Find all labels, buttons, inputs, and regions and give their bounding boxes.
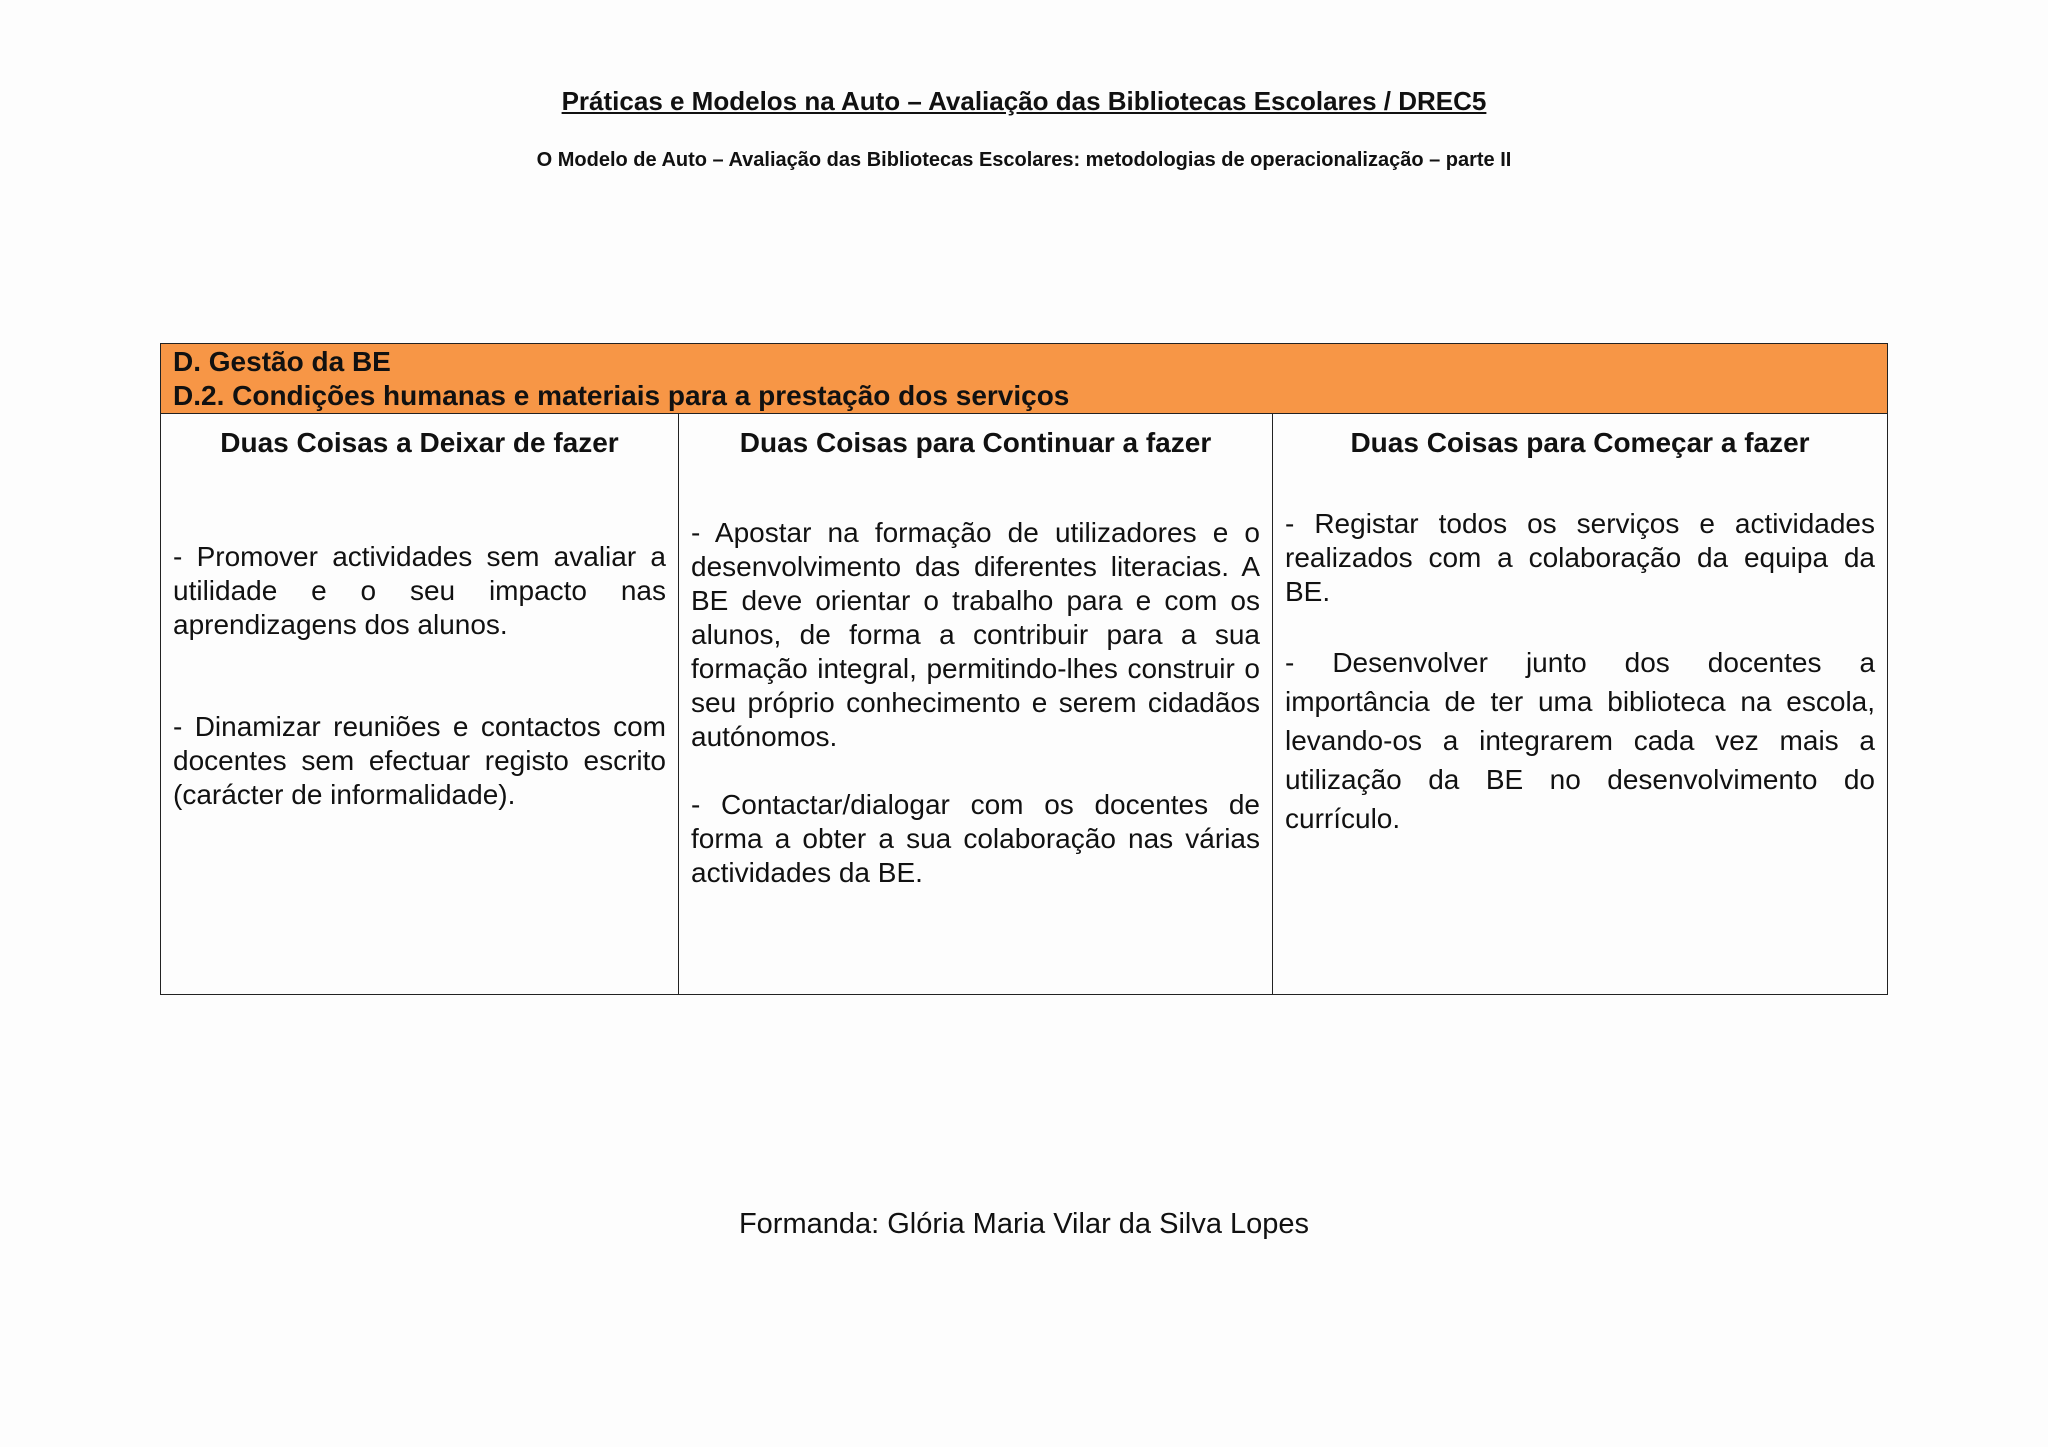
document-subtitle: O Modelo de Auto – Avaliação das Bibliotecas Escolares: metodologias de operacionalização – parte II — [536, 149, 1512, 171]
table-body-row — [161, 414, 1888, 995]
section-subtitle: D.2. Condições humanas e materiais para a prestação dos serviços — [173, 380, 1070, 411]
column-item: - Desenvolver junto dos docentes a importância de ter uma biblioteca na escola, levando-os a integrarem cada vez mais a utilização da BE no desenvolvimento do currículo. — [1285, 647, 1876, 834]
column-start-doing — [1273, 414, 1888, 995]
column-title: Duas Coisas para Continuar a fazer — [739, 427, 1212, 458]
column-item: - Apostar na formação de utilizadores e o desenvolvimento das diferentes literacias. A BE deve orientar o trabalho para e com os alunos, de forma a contribuir para a sua formação integral, permitindo-lhes construir o seu próprio conhecimento e serem cidadãos autónomos. — [691, 517, 1260, 752]
column-continue-doing — [679, 414, 1273, 995]
evaluation-table — [160, 343, 1888, 995]
author-line: Formanda: Glória Maria Vilar da Silva Lopes — [738, 1208, 1310, 1240]
column-item: - Registar todos os serviços e actividades realizados com a colaboração da equipa da BE. — [1285, 508, 1876, 607]
column-title: Duas Coisas a Deixar de fazer — [220, 427, 619, 458]
column-stop-doing — [161, 414, 679, 995]
section-title: D. Gestão da BE — [173, 346, 391, 377]
table-header-row — [161, 344, 1888, 414]
column-item: - Contactar/dialogar com os docentes de forma a obter a sua colaboração nas várias actividades da BE. — [691, 789, 1260, 888]
section-header-cell — [161, 344, 1888, 414]
column-item: - Dinamizar reuniões e contactos com docentes sem efectuar registo escrito (carácter de informalidade). — [173, 711, 666, 810]
document-title: Práticas e Modelos na Auto – Avaliação das Bibliotecas Escolares / DREC5 — [561, 86, 1487, 116]
column-title: Duas Coisas para Começar a fazer — [1350, 427, 1810, 458]
column-item: - Promover actividades sem avaliar a utilidade e o seu impacto nas aprendizagens dos alunos. — [173, 541, 666, 640]
